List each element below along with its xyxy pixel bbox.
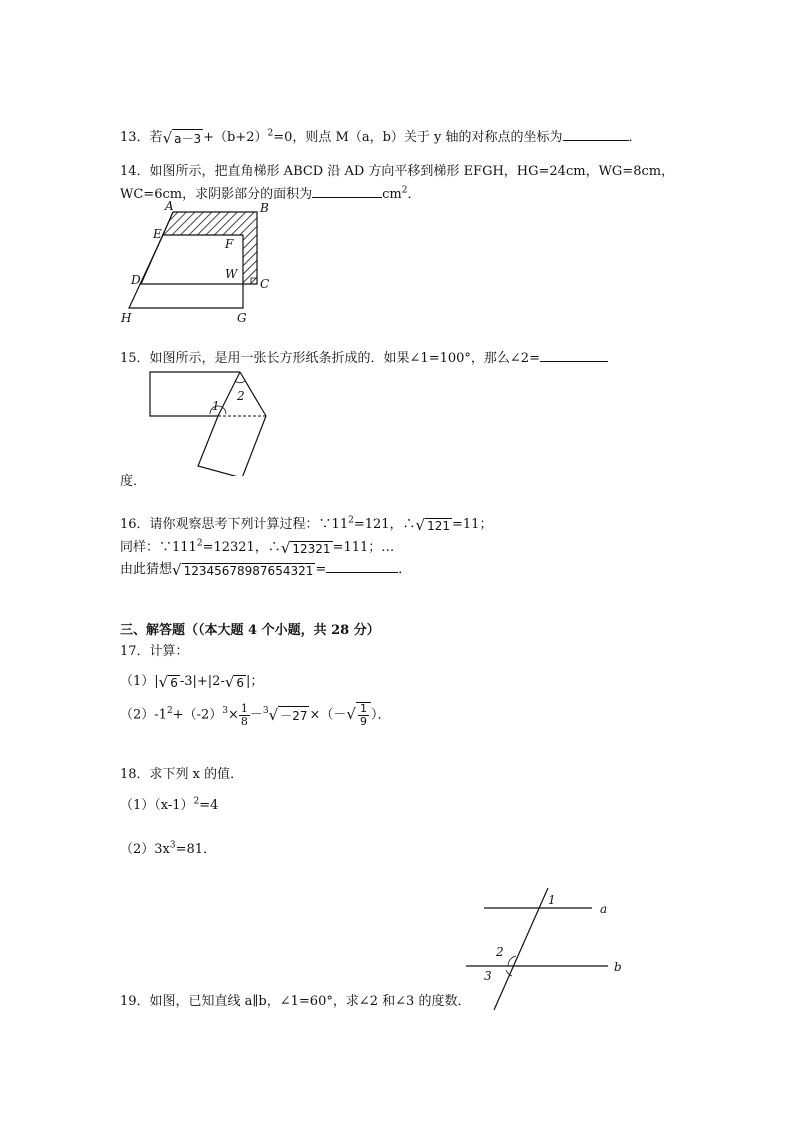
q17-p2-frac2-den: 9 xyxy=(359,715,367,728)
q13-radicand: a－3 xyxy=(172,129,203,147)
q14-label-e: E xyxy=(153,227,162,241)
q14-end: ． xyxy=(407,187,421,202)
q17-p2-fraction-1-8 xyxy=(239,703,250,728)
q19-label-angle3: 3 xyxy=(484,969,492,983)
q16-line1-sup: 2 xyxy=(348,515,354,526)
q18-p1-end: =4 xyxy=(199,798,219,813)
q16-line2-prefix: 同样：∵111 xyxy=(120,540,197,555)
q18-title: 18．求下列 x 的值． xyxy=(120,767,244,782)
q17-p1-sqrt1: √ 6 xyxy=(158,672,178,691)
q14-label-a: A xyxy=(165,199,174,213)
q13-sup: 2 xyxy=(267,128,274,139)
q18-p2-sup: 3 xyxy=(169,840,176,851)
q17-part2 xyxy=(120,702,390,728)
q19-parallel-lines-figure xyxy=(460,884,640,1014)
q16-answer-blank[interactable] xyxy=(326,571,398,573)
question-13 xyxy=(120,126,642,147)
q17-p2-frac-num: 1 xyxy=(240,701,248,715)
q17-p2-sup2: 3 xyxy=(222,706,228,717)
q16-line1-mid: =121，∴ xyxy=(353,517,416,532)
section-3-title: 三、解答题（（本大题 4 个小题，共 28 分） xyxy=(120,623,380,638)
q16-line2-sqrt: √ 12321 xyxy=(280,538,331,557)
q17-p2-d: ×（－ xyxy=(309,707,347,723)
q17-p2-a: +（-2） xyxy=(172,707,223,723)
q13-mid: +（b+2） xyxy=(203,130,268,145)
q18-part2 xyxy=(120,838,216,857)
q16-line3-prefix: 由此猜想 xyxy=(120,562,173,577)
q16-line1-prefix: 16．请你观察思考下列计算过程：∵11 xyxy=(120,517,349,532)
q14-label-h: H xyxy=(121,311,132,325)
q17-p1-prefix: （1）| xyxy=(120,674,159,689)
q14-label-d: D xyxy=(131,273,141,287)
q19-label-angle1: 1 xyxy=(548,893,556,907)
q18-p2: （2）3x xyxy=(120,842,170,857)
q17-p2-prefix: （2）-1 xyxy=(120,707,167,723)
q14-unit-sup: 2 xyxy=(401,185,408,196)
q14-line2-prefix: WC=6cm，求阴影部分的面积为 xyxy=(120,187,313,202)
question-16-line3 xyxy=(120,558,411,579)
q14-label-f: F xyxy=(225,237,234,251)
q15-tail: 度． xyxy=(120,474,147,489)
q15-label-angle1: 1 xyxy=(212,399,220,413)
q14-label-c: C xyxy=(260,277,270,291)
q19-label-angle2: 2 xyxy=(496,945,504,959)
q16-line1-sqrt: √ 121 xyxy=(415,515,451,534)
q14-unit: cm xyxy=(382,187,402,202)
q14-answer-blank[interactable] xyxy=(312,196,382,198)
q17-p2-frac2-num: 1 xyxy=(359,702,367,715)
q17-p2-sup1: 2 xyxy=(166,706,173,717)
q16-line3-radicand: 12345678987654321 xyxy=(183,563,314,578)
q14-label-b: B xyxy=(260,201,269,215)
q17-p2-frac-den: 8 xyxy=(240,714,248,728)
q13-suffix: =0，则点 M（a，b）关于 y 轴的对称点的坐标为 xyxy=(273,130,563,145)
q18-p1-sup: 2 xyxy=(193,796,200,807)
q15-answer-blank[interactable] xyxy=(540,360,608,362)
q18-part1 xyxy=(120,794,218,813)
q17-part1 xyxy=(120,670,263,691)
q15-text: 15．如图所示，是用一张长方形纸条折成的．如果∠1=100°，那么∠2= xyxy=(120,351,540,366)
q17-p2-cbrt: √ －27 xyxy=(268,706,308,724)
q13-prefix: 若 xyxy=(149,130,163,145)
q16-line1-end: =11； xyxy=(452,517,493,532)
q17-p1-radicand2: 6 xyxy=(236,675,245,690)
q16-line3-end: ． xyxy=(398,562,412,577)
q17-p1-mid: -3|+|2- xyxy=(179,674,225,689)
q17-p2-root-index: 3 xyxy=(262,706,269,717)
question-16-line2 xyxy=(120,536,394,557)
q14-label-w: W xyxy=(225,267,238,281)
q14-trapezoid-figure xyxy=(115,198,285,328)
question-15 xyxy=(120,347,608,366)
q17-p2-b: × xyxy=(227,707,239,723)
q13-answer-blank[interactable] xyxy=(563,139,629,141)
q17-p2-sqrt-frac: √ $\frac{1}{9}$ xyxy=(346,702,371,728)
q13-end: ． xyxy=(628,130,642,145)
q17-p2-end: ）． xyxy=(370,707,391,723)
q17-p1-end: |； xyxy=(246,674,264,689)
q16-line2-end: =111；… xyxy=(332,540,395,555)
q16-line2-radicand: 12321 xyxy=(292,541,331,556)
q13-number: 13． xyxy=(120,130,150,145)
q16-line3-sqrt: √ 12345678987654321 xyxy=(172,560,314,579)
q16-line3-mid: = xyxy=(315,562,327,577)
q15-folded-strip-figure xyxy=(140,366,280,476)
q16-line2-sup: 2 xyxy=(196,538,203,549)
q17-title: 17．计算： xyxy=(120,644,189,659)
q17-p2-fraction-1-9 xyxy=(358,703,369,728)
q17-p2-radicand: －27 xyxy=(278,706,309,724)
q17-p1-radicand1: 6 xyxy=(170,675,178,690)
q19-label-b: b xyxy=(614,960,622,974)
question-16-line1 xyxy=(120,513,492,534)
q15-label-angle2: 2 xyxy=(237,389,245,403)
q18-p1: （1）（x-1） xyxy=(120,798,194,813)
question-14-line1: 14．如图所示，把直角梯形 ABCD 沿 AD 方向平移到梯形 EFGH，HG=24cm，WG=8cm， xyxy=(120,164,675,179)
q18-p2-end: =81． xyxy=(175,842,217,857)
q17-p2-c: － xyxy=(249,707,263,723)
q17-p1-sqrt2: √ 6 xyxy=(224,672,245,691)
q14-label-g: G xyxy=(237,311,247,325)
q16-line2-mid: =12321，∴ xyxy=(202,540,281,555)
q13-sqrt: √ a－3 xyxy=(162,128,202,147)
question-19: 19．如图，已知直线 a∥b，∠1=60°，求∠2 和∠3 的度数． xyxy=(120,994,471,1009)
q16-line1-radicand: 121 xyxy=(427,518,451,533)
q19-label-a: a xyxy=(600,902,608,916)
